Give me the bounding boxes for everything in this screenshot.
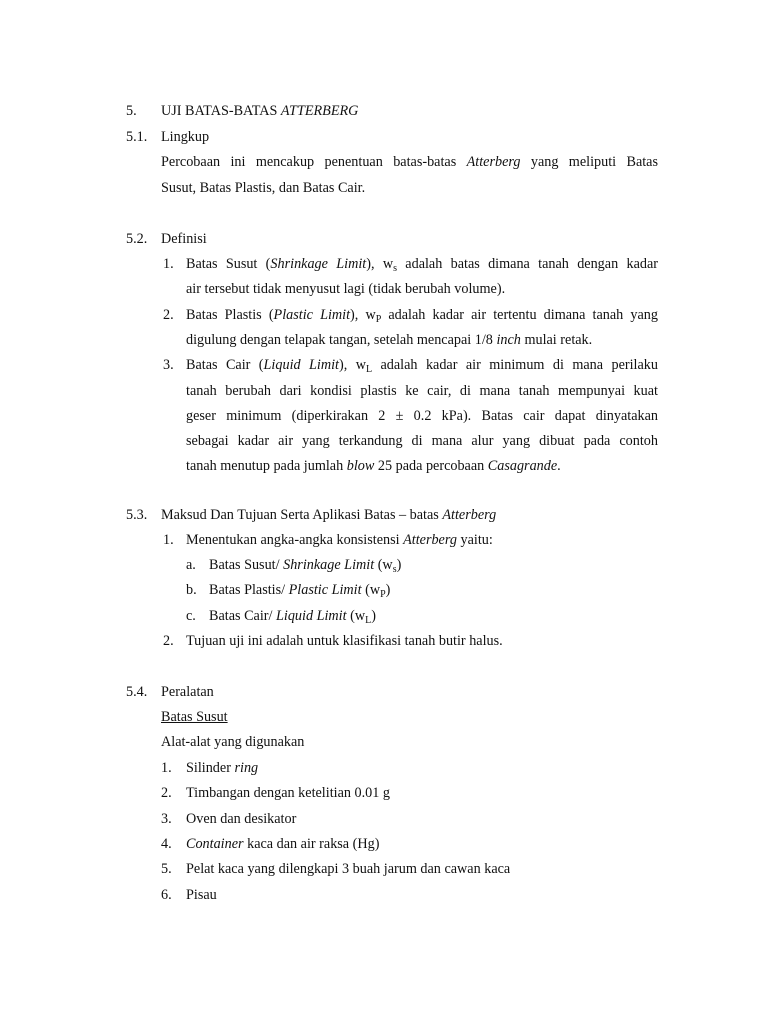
definition-line: Batas Cair (Liquid Limit), $w_L$ adalah kadar air minimum di mana perilaku (186, 357, 658, 376)
definition-line: tanah menutup pada jumlah blow 25 pada percobaan Casagrande. (186, 458, 561, 475)
subsection-number: 5.2. (126, 231, 148, 247)
definition-line: tanah berubah dari kondisi plastis ke cair, di mana tanah mempunyai kuat (186, 382, 658, 399)
list-number: 3. (161, 810, 172, 827)
list-item-text: Tujuan uji ini adalah untuk klasifikasi tanah butir halus. (186, 633, 503, 649)
subsection-title: Definisi (161, 231, 207, 247)
definition-line: Batas Plastis (Plastic Limit), $w_P$ adalah kadar air tertentu dimana tanah yang (186, 306, 658, 325)
list-number: 4. (161, 835, 172, 852)
definition-line: air tersebut tidak menyusut lagi (tidak berubah volume). (186, 281, 506, 298)
subsection-number: 5.3. (126, 507, 148, 523)
list-number: 6. (161, 886, 172, 903)
section-number: 5. (126, 103, 137, 119)
list-number: 2. (163, 306, 174, 323)
intro-text: Alat-alat yang digunakan (161, 734, 305, 750)
equipment-item: Pisau (186, 886, 217, 903)
list-item-text: Menentukan angka-angka konsistensi Atterberg yaitu: (186, 532, 493, 548)
equipment-item: Timbangan dengan ketelitian 0.01 g (186, 785, 390, 802)
paragraph-line: Percobaan ini mencakup penentuan batas-batas Atterberg yang meliputi Batas (161, 154, 658, 170)
list-number: 2. (163, 633, 174, 649)
subsection-number: 5.1. (126, 129, 148, 145)
equipment-item: Container kaca dan air raksa (Hg) (186, 835, 380, 852)
list-number: 1. (161, 760, 172, 776)
subsection-title: Lingkup (161, 129, 210, 145)
equipment-item: Silinder ring (186, 760, 259, 776)
definition-line: Batas Susut (Shrinkage Limit), $w_s$ adalah batas dimana tanah dengan kadar (186, 256, 658, 274)
subsection-title: Peralatan (161, 684, 214, 700)
sub-item-letter: c. (186, 607, 196, 624)
sub-item-letter: a. (186, 557, 196, 573)
subsection-number: 5.4. (126, 684, 148, 700)
list-number: 1. (163, 532, 174, 548)
subheading: Batas Susut (161, 709, 228, 725)
list-number: 5. (161, 861, 172, 878)
definition-line: sebagai kadar air yang terkandung di mana alur yang dibuat pada contoh (186, 433, 658, 450)
paragraph-line: Susut, Batas Plastis, dan Batas Cair. (161, 180, 366, 196)
definition-line: geser minimum (diperkirakan 2 ± 0.2 kPa). Batas cair dapat dinyatakan (186, 407, 658, 424)
list-number: 1. (163, 256, 174, 272)
subsection-title: Maksud Dan Tujuan Serta Aplikasi Batas – batas Atterberg (161, 507, 497, 523)
list-number: 2. (161, 785, 172, 802)
section-title: UJI BATAS-BATAS ATTERBERG (161, 103, 359, 119)
sub-item-letter: b. (186, 582, 197, 599)
sub-item-text: Batas Cair/ Liquid Limit $(w_L)$ (209, 607, 376, 626)
sub-item-text: Batas Susut/ Shrinkage Limit $(w_s)$ (209, 557, 402, 575)
definition-line: digulung dengan telapak tangan, setelah mencapai 1/8 inch mulai retak. (186, 331, 593, 348)
equipment-item: Pelat kaca yang dilengkapi 3 buah jarum dan cawan kaca (186, 861, 511, 878)
sub-item-text: Batas Plastis/ Plastic Limit $(w_P)$ (209, 582, 391, 601)
list-number: 3. (163, 357, 174, 374)
equipment-item: Oven dan desikator (186, 810, 297, 827)
